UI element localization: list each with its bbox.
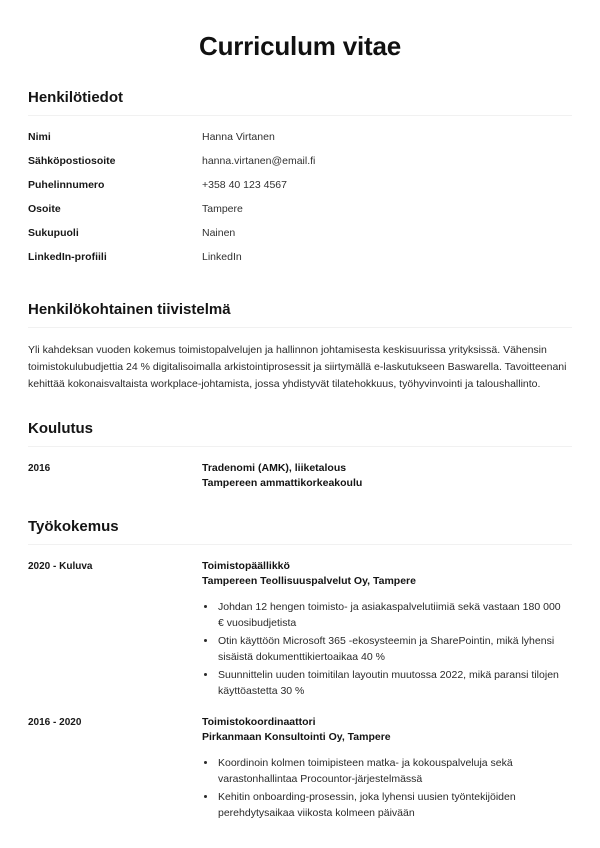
- page-title: Curriculum vitae: [199, 31, 401, 61]
- experience-period: 2016 - 2020: [28, 717, 82, 728]
- experience-entry-body: [202, 715, 572, 823]
- education-entry: [28, 461, 572, 491]
- detail-value: +358 40 123 4567: [202, 179, 287, 191]
- education-degree: Tradenomi (AMK), liiketalous: [202, 462, 347, 474]
- section-divider: [28, 446, 572, 447]
- detail-label: LinkedIn-profiili: [28, 251, 107, 263]
- experience-bullet-list: [202, 755, 572, 821]
- table-row: [28, 202, 572, 226]
- section-divider: [28, 544, 572, 545]
- section-heading-education: Koulutus: [28, 420, 93, 437]
- table-row: [28, 154, 572, 178]
- education-entry-body: [202, 461, 572, 491]
- summary-paragraph: Yli kahdeksan vuoden kokemus toimistopalvelujen ja hallinnon johtamisesta keskisuurissa yrityksissä. Vähensin toimistokulubudjettia 24 % digitalisoimalla arkistointiprosessit ja siirtymällä e-laskutukseen Baswarella. Tavoitteenani kehittää kokonaisvaltaista workplace-johtamista, jossa yhdistyvät tilatehokkuus, työhyvinvointi ja taloushallinto.: [28, 344, 567, 390]
- experience-bullet-list: [202, 599, 572, 699]
- linkedin-profile-value[interactable]: LinkedIn: [202, 251, 242, 263]
- education-period: 2016: [28, 463, 51, 474]
- table-row: [28, 250, 572, 274]
- detail-label: Sähköpostiosoite: [28, 155, 116, 167]
- experience-entry: [28, 559, 572, 701]
- list-item: Koordinoin kolmen toimipisteen matka- ja kokouspalveluja sekä varastonhallintaa Procountor-järjestelmässä: [202, 755, 518, 787]
- detail-value: hanna.virtanen@email.fi: [202, 155, 316, 167]
- experience-entry: [28, 715, 572, 823]
- section-heading-summary: Henkilökohtainen tiivistelmä: [28, 301, 231, 318]
- experience-entry-body: [202, 559, 572, 701]
- table-row: [28, 226, 572, 250]
- section-education: [28, 419, 572, 491]
- experience-employer: Tampereen Teollisuuspalvelut Oy, Tampere: [202, 575, 416, 587]
- detail-label: Puhelinnumero: [28, 179, 105, 191]
- section-divider: [28, 327, 572, 328]
- list-item: Johdan 12 hengen toimisto- ja asiakaspalvelutiimiä sekä vastaan 180 000 € vuosibudjetista: [202, 599, 563, 631]
- table-row: [28, 178, 572, 202]
- detail-label: Nimi: [28, 131, 51, 143]
- experience-period: 2020 - Kuluva: [28, 561, 93, 572]
- experience-job-title: Toimistopäällikkö: [202, 560, 290, 572]
- section-divider: [28, 115, 572, 116]
- experience-employer: Pirkanmaan Konsultointi Oy, Tampere: [202, 731, 391, 743]
- detail-label: Sukupuoli: [28, 227, 79, 239]
- detail-value: Nainen: [202, 227, 236, 239]
- list-item: Suunnittelin uuden toimitilan layoutin muutossa 2022, mikä paransi tilojen käyttöastetta 30 %: [202, 667, 563, 699]
- detail-value: Hanna Virtanen: [202, 131, 275, 143]
- section-summary: [28, 300, 572, 393]
- list-item: Kehitin onboarding-prosessin, joka lyhensi uusien työntekijöiden perehdytysaikaa viikosta kolmeen päivään: [202, 789, 518, 821]
- detail-value: Tampere: [202, 203, 243, 215]
- list-item: Otin käyttöön Microsoft 365 -ekosysteemin ja SharePointin, mikä lyhensi sisäistä dokumenttikiertoaikaa 40 %: [202, 633, 563, 665]
- education-school: Tampereen ammattikorkeakoulu: [202, 477, 363, 489]
- personal-details-table: [28, 130, 572, 274]
- table-row: [28, 130, 572, 154]
- detail-label: Osoite: [28, 203, 61, 215]
- section-heading-personal-details: Henkilötiedot: [28, 89, 124, 106]
- section-experience: [28, 517, 572, 823]
- section-heading-experience: Työkokemus: [28, 518, 119, 535]
- experience-job-title: Toimistokoordinaattori: [202, 716, 316, 728]
- section-personal-details: [28, 88, 572, 274]
